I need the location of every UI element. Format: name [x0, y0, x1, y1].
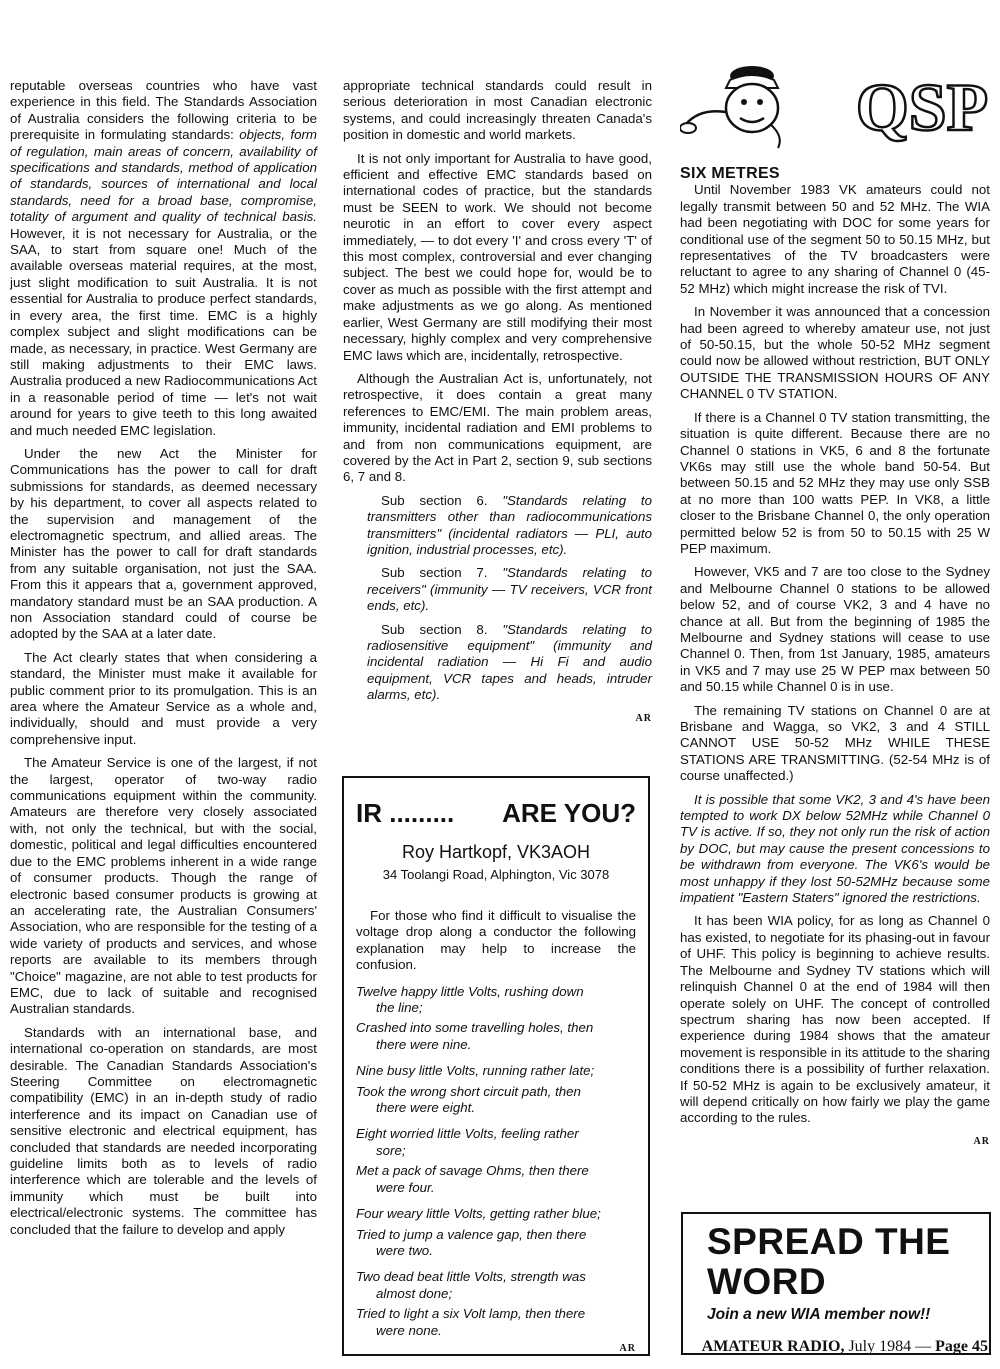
paragraph: appropriate technical standards could result in serious deterioration in most Canadian electronic systems, and could increasingly threaten Canada's position in domestic and world markets.: [343, 78, 652, 143]
magazine-name: AMATEUR RADIO,: [701, 1338, 845, 1355]
poem-stanza: [356, 1269, 636, 1302]
poem-line: there were nine.: [376, 1036, 472, 1052]
poem-stanza: [356, 984, 636, 1017]
poem-line: the line;: [376, 1000, 423, 1016]
paragraph: However, VK5 and 7 are too close to the Sydney and Melbourne Channel 0 stations to be allowed below 52, and of course VK2, 3 and 4 have no chance at all. But from the beginning of 1985 the Melbourne and Sydney stations will cease to use Channel 0. Then, from 1st January, 1985, amateurs in VK5 and 7 may use 25 W PEP max between 50 and 50.15 while Channel 0 is in use.: [680, 564, 990, 695]
column-1: [10, 78, 317, 1245]
poem-line: Took the wrong short circuit path, then: [356, 1083, 581, 1099]
poem-line: Crashed into some travelling holes, then: [356, 1020, 594, 1036]
paragraph: In November it was announced that a concession had been agreed to whereby amateur use, not just of 50-50.15, but the whole 50-52 MHz segment could now be allowed without restriction, BUT ONLY OUTSIDE THE TRANSMISSION HOURS OF ANY CHANNEL 0 TV STATION.: [680, 304, 990, 402]
section-heading: SIX METRES: [680, 165, 780, 182]
poem-line: Twelve happy little Volts, rushing down: [356, 983, 584, 999]
qsp-logo: [848, 72, 996, 144]
spread-line-2: WORD: [707, 1261, 827, 1302]
poem-line: there were eight.: [376, 1100, 476, 1116]
sub-section-7: Sub section 7. "Standards relating to receivers" (immunity — TV receivers, VCR front ends, etc).: [367, 565, 652, 614]
ir-are-you-box: [342, 776, 650, 1356]
paragraph: It is possible that some VK2, 3 and 4's have been tempted to work DX below 52MHz while Channel 0 TV is active. If so, they not only run the risk of action by DOC, but may cause the present concessions to be withdrawn from everyone. The VK6's would be most unhappy if they lost 50-52MHz because some impatient "Eastern Staters" ignored the restrictions.: [680, 791, 990, 906]
paragraph: Until November 1983 VK amateurs could not legally transmit between 50 and 52 MHz. The WIA had been negotiating with DOC for some years for conditional use of the segment 50 to 50.15 MHz, but representatives of the TV broadcasters were reluctant to agree to any sharing of Channel 0 (45-52 MHz) which might increase the risk of TVI.: [680, 182, 990, 296]
qsp-mascot-illustration: [680, 62, 830, 154]
paragraph: Under the new Act the Minister for Communications has the power to call for draft submissions for standards, as deemed necessary by his department, to cover all aspects related to the supervision and management of the electromagnetic spectrum, and allied areas. The Minister has the power to call for draft standards from any suitable organisation, not just the SAA. From this it appears that a, government approved, mandatory standard must be an SAA production. A non Association standard could of course be adopted by the SAA at a later date.: [10, 445, 317, 642]
poem-stanza: [356, 1020, 636, 1053]
address: 34 Toolangi Road, Alphington, Vic 3078: [382, 867, 610, 882]
poem-stanza: [356, 1206, 636, 1222]
poem-line: sore;: [376, 1142, 406, 1158]
paragraph: The Amateur Service is one of the largest, if not the largest, operator of two-way radio communications equipment within the community. Amateurs are therefore very closely associated with, not only the technical, but with the social, domestic, political and legal difficulties encountered due to the EMC problems inherent in a wide range of consumer products. Though the range of electronic based consumer products is growing at an accelerating rate, the Australian Consumers' Association, who are responsible for the testing of a wide variety of products and services, and whose reports are available to its members through "Choice" magazine, are not able to test products for EMC, due to lack of suitable and recognised Australian standards.: [10, 755, 317, 1017]
poem-line: Met a pack of savage Ohms, then there: [356, 1163, 589, 1179]
poem-stanza: [356, 1227, 636, 1260]
author: Roy Hartkopf, VK3AOH: [401, 842, 591, 862]
poem: [356, 984, 636, 1339]
paragraph: The Act clearly states that when considering a standard, the Minister must make it available for public comment prior to its promulgation. This is an area where the Amateur Service as a whole and, individually, should and must provide a very comprehensive input.: [10, 649, 317, 747]
paragraph: Standards with an international base, and international co-operation on standards, are most desirable. The Canadian Standards Association's Steering Committee on electromagnetic compatibility (EMC) in an in-depth study of radio interference and its impact on Canadian use of sensitive electronic and electrical equipment, has concluded that standards are needed incorporating guideline limits both as to levels of radio interference which are tolerable and the levels of immunity which must be built into electrical/electronic systems. The committee has concluded that the failure to develop and apply: [10, 1024, 317, 1237]
poem-line: Eight worried little Volts, feeling rather: [356, 1126, 579, 1142]
page-number: Page 45: [935, 1338, 988, 1355]
poem-line: Tried to light a six Volt lamp, then there: [356, 1306, 586, 1322]
poem-line: Tried to jump a valence gap, then there: [356, 1226, 587, 1242]
poem-stanza: [356, 1084, 636, 1117]
sub-section-8: Sub section 8. "Standards relating to radiosensitive equipment" (immunity and incidental radiation — Hi Fi and audio equipment, VCR tapes and heads, intruder alarms, etc).: [367, 621, 652, 703]
spread-the-word-box: [681, 1212, 991, 1355]
column-3: [680, 166, 990, 1150]
poem-line: Two dead beat little Volts, strength was: [356, 1269, 586, 1285]
spread-subtitle: Join a new WIA member now!!: [707, 1306, 931, 1323]
poem-stanza: [356, 1126, 636, 1159]
paragraph: It has been WIA policy, for as long as Channel 0 has existed, to negotiate for its phasing-out in favour of UHF. This policy is beginning to achieve results. The Melbourne and Sydney TV stations which will relinquish Channel 0 at the end of 1984 will then operate solely on UHF. The concept of controlled spectrum sharing has now been accepted. If experience during 1984 shows that the amateur movement is responsible in its attitude to the sharing conditions there is a possibility of further relaxation. If 50-52 MHz is again to be exclusively amateur, it will depend critically on how fairly we play the game according to the rules.: [680, 913, 990, 1126]
column-2: [343, 78, 652, 727]
issue-date: July 1984 —: [844, 1338, 936, 1355]
paragraph: It is not only important for Australia to have good, efficient and effective EMC standards based on international codes of practice, but the standards must be SEEN to work. We should not become neurotic in an effort to cover every aspect immediately, — to dot every 'I' and cross every 'T' of this most complex, controversial and ever changing subject. The best we could hope for, would be to cover as much as possible with the first attempt and make adjustments as we go along. As mentioned earlier, West Germany are still modifying their most necessary, highly complex and very comprehensive EMC laws which are, incidentally, retrospective.: [343, 150, 652, 363]
poem-line: Four weary little Volts, getting rather blue;: [356, 1206, 601, 1222]
poem-stanza: [356, 1063, 636, 1079]
end-mark: AR: [973, 1135, 990, 1147]
page-footer: [702, 1338, 988, 1356]
poem-line: were four.: [376, 1179, 435, 1195]
paragraph: reputable overseas countries who have vast experience in this field. The Standards Association of Australia considers the following criteria to be prerequisite in formulating standards: objects, form of regulation, main areas of concern, availability of specifications and standards, method of application of standards, sources of international and local standards, need for a broad base, compromise, totality of argument and quality of technical basis. However, it is not necessary for Australia, or the SAA, to start from square one! Much of the available overseas material requires, at the most, just slight modification to suit Australia. It is not essential for Australia to produce perfect standards, in every area, the first time. EMC is a highly complex subject and slight modifications can be made, as necessary, in practice. West Germany are still making adjustments to their EMC laws. Australia produced a new Radiocommunications Act in a reasonable period of time — let's not wait around for years to give teeth to this long awaited and much needed EMC legislation.: [10, 78, 317, 438]
poem-line: Nine busy little Volts, running rather late;: [356, 1063, 595, 1079]
end-mark: AR: [619, 1342, 636, 1354]
poem-stanza: [356, 1306, 636, 1339]
ir-title: IR ......... ARE YOU?: [356, 798, 636, 828]
poem-line: were none.: [376, 1322, 442, 1338]
spread-line-1: SPREAD THE: [707, 1221, 951, 1262]
sub-section-6: Sub section 6. "Standards relating to transmitters other than radiocommunications transmitters" (incidental radiators — PLI, auto ignition, industrial processes, etc).: [367, 492, 652, 557]
qsp-logo-text: QSP: [855, 72, 989, 144]
paragraph: Although the Australian Act is, unfortunately, not retrospective, it does contain a great many references to EMC/EMI. The main problem areas, immunity, incidental radiation and EMI problems to and from non communications equipment, are covered by the Act in Part 2, section 9, sub sections 6, 7 and 8.: [343, 370, 652, 485]
paragraph: The remaining TV stations on Channel 0 are at Brisbane and Wagga, so VK2, 3 and 4 STILL CANNOT USE 50-52 MHz WHILE THESE STATIONS ARE TRANSMITTING. (52-54 MHz is of course unaffected.): [680, 702, 990, 784]
poem-stanza: [356, 1163, 636, 1196]
poem-line: almost done;: [376, 1285, 453, 1301]
poem-line: were two.: [376, 1242, 433, 1258]
end-mark: AR: [635, 712, 652, 724]
paragraph: If there is a Channel 0 TV station transmitting, the situation is quite different. Because there are no Channel 0 stations in VK5, 6 and 8 the fortunate VK6s may still use the whole band 50-54. But between 50.15 and 52 MHz they may use only SSB at no more than 100 watts PEP. In VK8, a little closer to the Brisbane Channel 0, the only operation permitted below 52 is from 50 to 50.15 with 25 W PEP maximum.: [680, 409, 990, 556]
intro: For those who find it difficult to visualise the voltage drop along a conductor the following explanation may help to increase the confusion.: [356, 908, 636, 973]
